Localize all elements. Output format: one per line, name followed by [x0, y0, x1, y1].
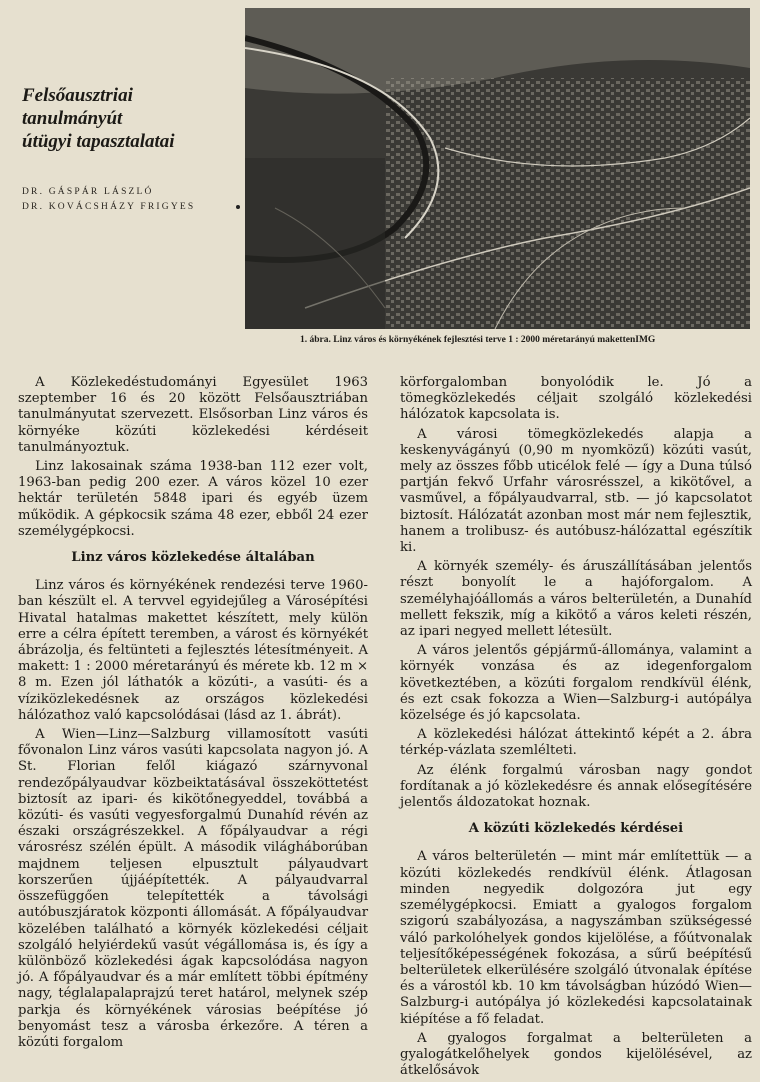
paragraph: A város belterületén — mint már említettük — a közúti közlekedés rendkívül élénk. Átlagosan minden negyedik dolgozóra jut egy személygépkocsi. Emiatt a gyalogos forgalom szigorú szabályozása, a nagyszámban szükségessé váló parkolóhelyek gondos kijelölése, a főútvonalak teljesítőképességének fokozása, a sűrű beépítésű belterületek elkerülésére szolgáló útvonalak építése és a várostól kb. 10 km távolságban húzódó Wien—Salzburg-i autópálya jó közlekedési kapcsolatainak kiépítése a fő feladat. — [400, 849, 752, 1027]
paragraph: A városi tömegközlekedés alapja a keskenyvágányú (0,90 m nyomközű) közúti vasút, mely az összes főbb uticélok felé — így a Duna túlsó partján fekvő Urfahr városrésszel, a kikötővel, a vasművel, a főpályaudvarral, stb. — jó kapcsolatot biztosít. Hálózatát azonban most már nem fejlesztik, hanem a trolibusz- és autóbusz-hálózattal egészítik ki. — [400, 426, 752, 556]
section-heading: A közúti közlekedés kérdései — [468, 821, 684, 837]
paragraph: A környék személy- és áruszállításában jelentős részt bonyolít le a hajóforgalom. A személyhajóállomás a város belterületén, a Dunahíd mellett fekszik, míg a kikötő a város keleti részén, az ipari negyed mellett létesült. — [400, 559, 752, 640]
article-title — [22, 84, 237, 153]
left-column — [18, 375, 368, 1054]
paragraph: A gyalogos forgalmat a belterületen a gyalogátkelőhelyek gondos kijelölésével, az átkelősávok — [400, 1030, 752, 1079]
paragraph: A Wien—Linz—Salzburg villamosított vasúti fővonalon Linz város vasúti kapcsolata nagyon jó. A St. Florian felől kiágazó szárnyvonal rendezőpályaudvar közbeiktatásával összeköttetést biztosít az ipari- és kikötőnegyeddel, továbbá a közúti- és vasúti vegyesforgalmú Dunahíd révén az északi országrészekkel. A főpályaudvar a régi városrész szélén épült. A második világháborúban majdnem teljesen elpusztult pályaudvart korszerűen újjáépítették. A pályaudvarral összefüggően telepítették a távolsági autóbuszjáratok központi állomását. A főpályaudvar közelében található a környék közlekedési céljait szolgáló helyiérdekű vasút végállomása is, és így a különböző közlekedési ágak kapcsolódása nagyon jó. A főpályaudvar és a már említett többi építmény nagy, téglalapalaprajzú teret határol, melynek szép parkja és környékének városias beépítése jó benyomást tesz a városba érkezőre. A téren a közúti forgalom — [18, 727, 368, 1050]
city-model-photo-drawing — [245, 8, 750, 329]
title-line-3: útügyi tapasztalatai — [22, 131, 175, 152]
paragraph: Linz lakosainak száma 1938-ban 112 ezer volt, 1963-ban pedig 200 ezer. A város közel 10 ezer hektár területén 5848 ipari és egyéb üzem működik. A gépkocsik száma 48 ezer, ebből 24 ezer személygépkocsi. — [18, 459, 368, 539]
author-1: DR. GÁSPÁR LÁSZLÓ — [22, 187, 154, 197]
right-column — [400, 375, 752, 1082]
paragraph: Az élénk forgalmú városban nagy gondot fordítanak a jó közlekedésre és annak elősegítésére jelentős áldozatokat hoznak. — [400, 762, 752, 811]
city-model-photo — [245, 8, 750, 329]
figure-caption: 1. ábra. Linz város és környékének fejlesztési terve 1 : 2000 méretarányú makettenIMG — [300, 335, 656, 345]
paragraph: A közlekedési hálózat áttekintő képét a 2. ábra térkép-vázlata szemlélteti. — [400, 727, 752, 759]
author-2: DR. KOVÁCSHÁZY FRIGYES — [22, 202, 196, 212]
title-line-1: Felsőausztriai — [22, 85, 133, 106]
author-list — [22, 185, 247, 215]
section-heading: Linz város közlekedése általában — [71, 550, 315, 566]
paragraph: körforgalomban bonyolódik le. Jó a tömegközlekedés céljait szolgáló közlekedési hálózatok kapcsolata is. — [400, 375, 752, 423]
paragraph: Linz város és környékének rendezési terve 1960-ban készült el. A tervvel egyidejűleg a Városépítési Hivatal hatalmas makettet készített, mely külön erre a célra épített teremben, a várost és környékét ábrázolja, és feltünteti a fejlesztés létesítményeit. A makett: 1 : 2000 méretarányú és mérete kb. 12 m × 8 m. Ezen jól láthatók a közúti-, a vasúti- és a víziközlekedésnek az országos közlekedési hálózathoz való kapcsolódásai (lásd az 1. ábrát). — [18, 578, 368, 723]
decorative-dot — [236, 205, 240, 209]
paragraph: A város jelentős gépjármű-állománya, valamint a környék vonzása és az idegenforgalom következtében, a közúti forgalom rendkívül élénk, és ezt csak fokozza a Wien—Salzburg-i autópálya közelsége és jó kapcsolata. — [400, 643, 752, 724]
title-line-2: tanulmányút — [22, 108, 123, 129]
paragraph: A Közlekedéstudományi Egyesület 1963 szeptember 16 és 20 között Felsőausztriában tanulmányutat szervezett. Elsősorban Linz város és környéke közúti közlekedési kérdéseit tanulmányoztuk. — [18, 375, 368, 455]
